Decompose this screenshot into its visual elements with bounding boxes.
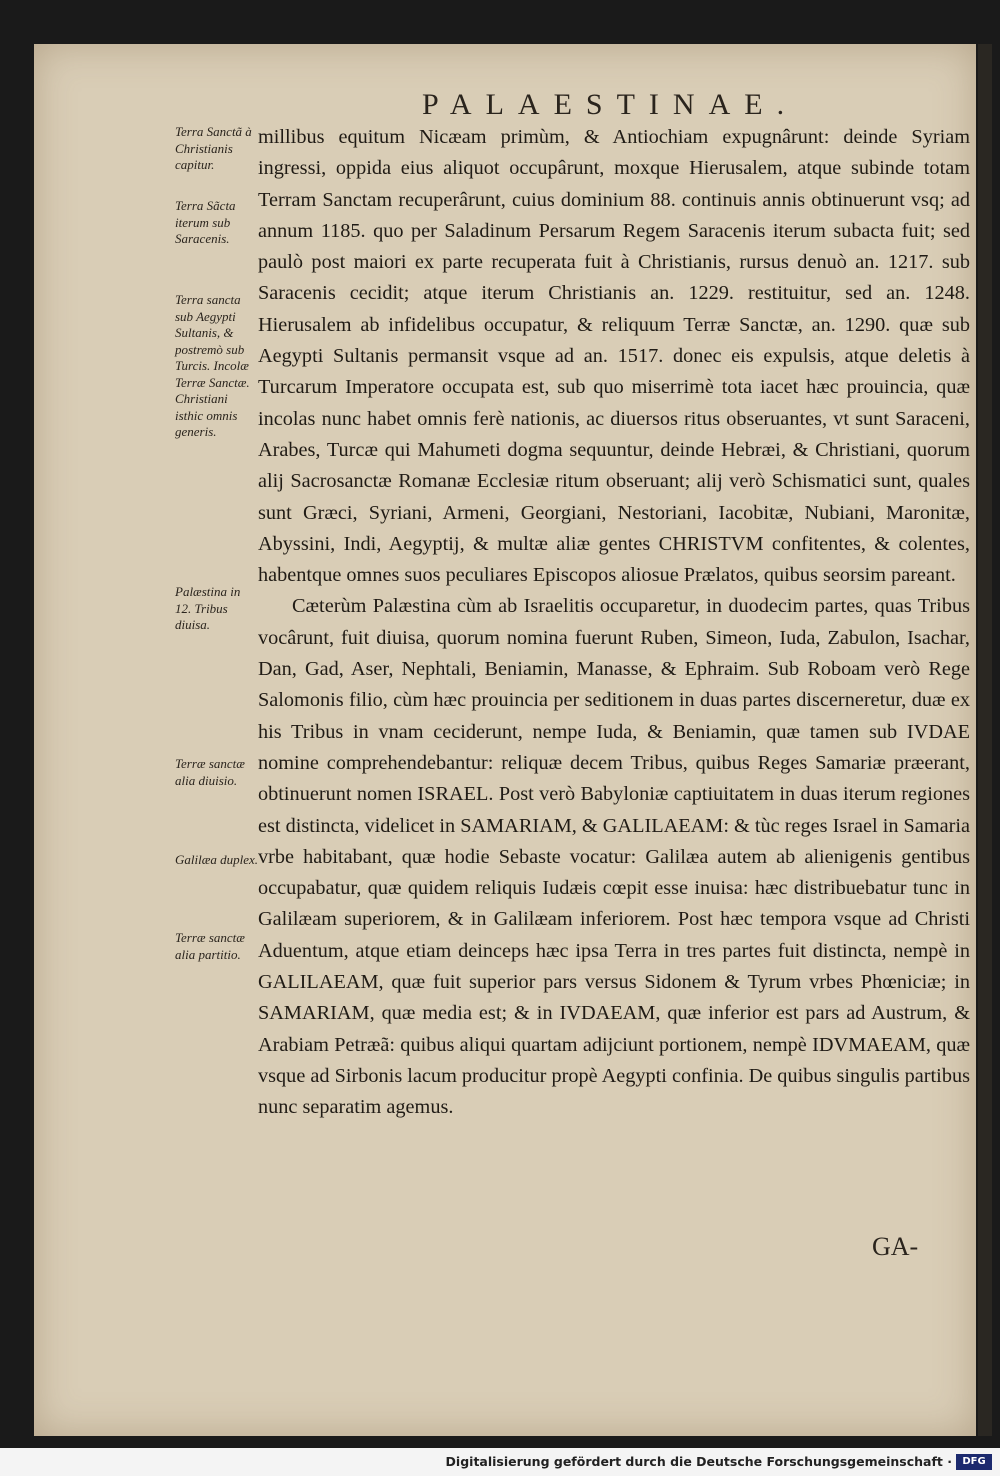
margin-note: Palæstina in 12. Tribus diuisa. [175, 584, 241, 632]
main-text [258, 122, 970, 1124]
paragraph: Cæterùm Palæstina cùm ab Israelitis occuparetur, in duodecim partes, quas Tribus vocârunt, fuit diuisa, quorum nomina fuerunt Ruben, Simeon, Iuda, Zabulon, Isachar, Dan, Gad, Aser, Nephtali, Beniamin, Manasse, & Ephraim. Sub Roboam verò Rege Salomonis filio, cùm hæc prouincia per seditionem in duas partes discerneretur, duæ ex his Tribus in vnam ceciderunt, nempe Iuda, & Beniamin, quæ tamen sub IVDAE nomine comprehendebantur: reliquæ decem Tribus, quibus Reges Samariæ præerant, obtinuerunt nomen ISRAEL. Post verò Babyloniæ captiuitatem in duas iterum regiones est distincta, videlicet in SAMARIAM, & GALILAEAM: & tùc reges Israel in Samaria vrbe habitabant, quæ hodie Sebaste vocatur: Galilæa autem ab alienigenis gentibus occupabatur, quæ quidem reliquis Iudæis cœpit esse inuisa: hæc distribuebatur tunc in Galilæam superiorem, & in Galilæam inferiorem. Post hæc tempora vsque ad Christi Aduentum, atque etiam deinceps hæc ipsa Terra in tres partes fuit distincta, nempè in GALILAEAM, quæ fuit superior pars versus Sidonem & Tyrum vrbes Phœniciæ; in SAMARIAM, quæ media est; & in IVDAEAM, quæ inferior est pars ad Austrum, & Arabiam Petræã: quibus aliqui quartam adijciunt portionem, nempè IDVMAEAM, quæ vsque ad Sirbonis lacum producitur propè Aegypti confinia. De quibus singulis partibus nunc separatim agemus. [258, 595, 970, 1119]
margin-note: Terra sancta sub Aegypti Sultanis, & postremò sub Turcis. Incolæ Terræ Sanctæ. Christiani isthic omnis generis. [175, 292, 250, 439]
footer-bar [0, 1448, 1000, 1476]
page-edge [978, 44, 992, 1436]
catchword: GA- [872, 1232, 919, 1261]
margin-note: Galilæa duplex. [175, 852, 259, 867]
dfg-logo: DFG [956, 1454, 992, 1470]
margin-note: Terra Sãcta iterum sub Saracenis. [175, 198, 236, 246]
paragraph: millibus equitum Nicæam primùm, & Antiochiam expugnârunt: deinde Syriam ingressi, oppida eius aliquot occupârunt, moxque Hierusalem, atque subinde totam Terram Sanctam recuperârunt, cuius dominium 88. continuis annis obtinuerunt vsq; ad annum 1185. quo per Saladinum Persarum Regem Saracenis iterum subacta fuit; sed paulò post maiori ex parte recuperata fuit à Christianis, rursus denuò an. 1217. sub Saracenis cecidit; atque iterum Christianis an. 1229. restituitur, sed an. 1248. Hierusalem ab infidelibus occupatur, & reliquum Terræ Sanctæ, an. 1290. quæ sub Aegypti Sultanis permansit vsque ad an. 1517. donec eis expulsis, atque deletis à Turcarum Imperatore occupata est, sub quo miserrimè tota iacet hæc prouincia, quæ incolas nunc habet omnis ferè nationis, ac diuersos ritus obseruantes, vt sunt Saraceni, Arabes, Turcæ qui Mahumeti dogma sequuntur, deinde Hebræi, & Christiani, quorum alij Sacrosanctæ Romanæ Ecclesiæ ritum obseruant; alij verò Schismatici sunt, quales sunt Græci, Syriani, Armeni, Georgiani, Nestoriani, Iacobitæ, Nubiani, Maronitæ, Abyssini, Indi, Aegyptij, & multæ aliæ gentes CHRISTVM confitentes, & colentes, habentque omnes suos peculiares Episcopos aliosue Prælatos, quibus seorsim pareant. [258, 126, 970, 587]
margin-note: Terræ sanctæ alia partitio. [175, 930, 245, 962]
running-header: PALAESTINAE. [422, 88, 799, 121]
funding-note: Digitalisierung gefördert durch die Deutsche Forschungsgemeinschaft · [445, 1454, 952, 1469]
margin-note: Terra Sanctã à Christianis capitur. [175, 124, 252, 172]
margin-note: Terræ sanctæ alia diuisio. [175, 756, 245, 788]
